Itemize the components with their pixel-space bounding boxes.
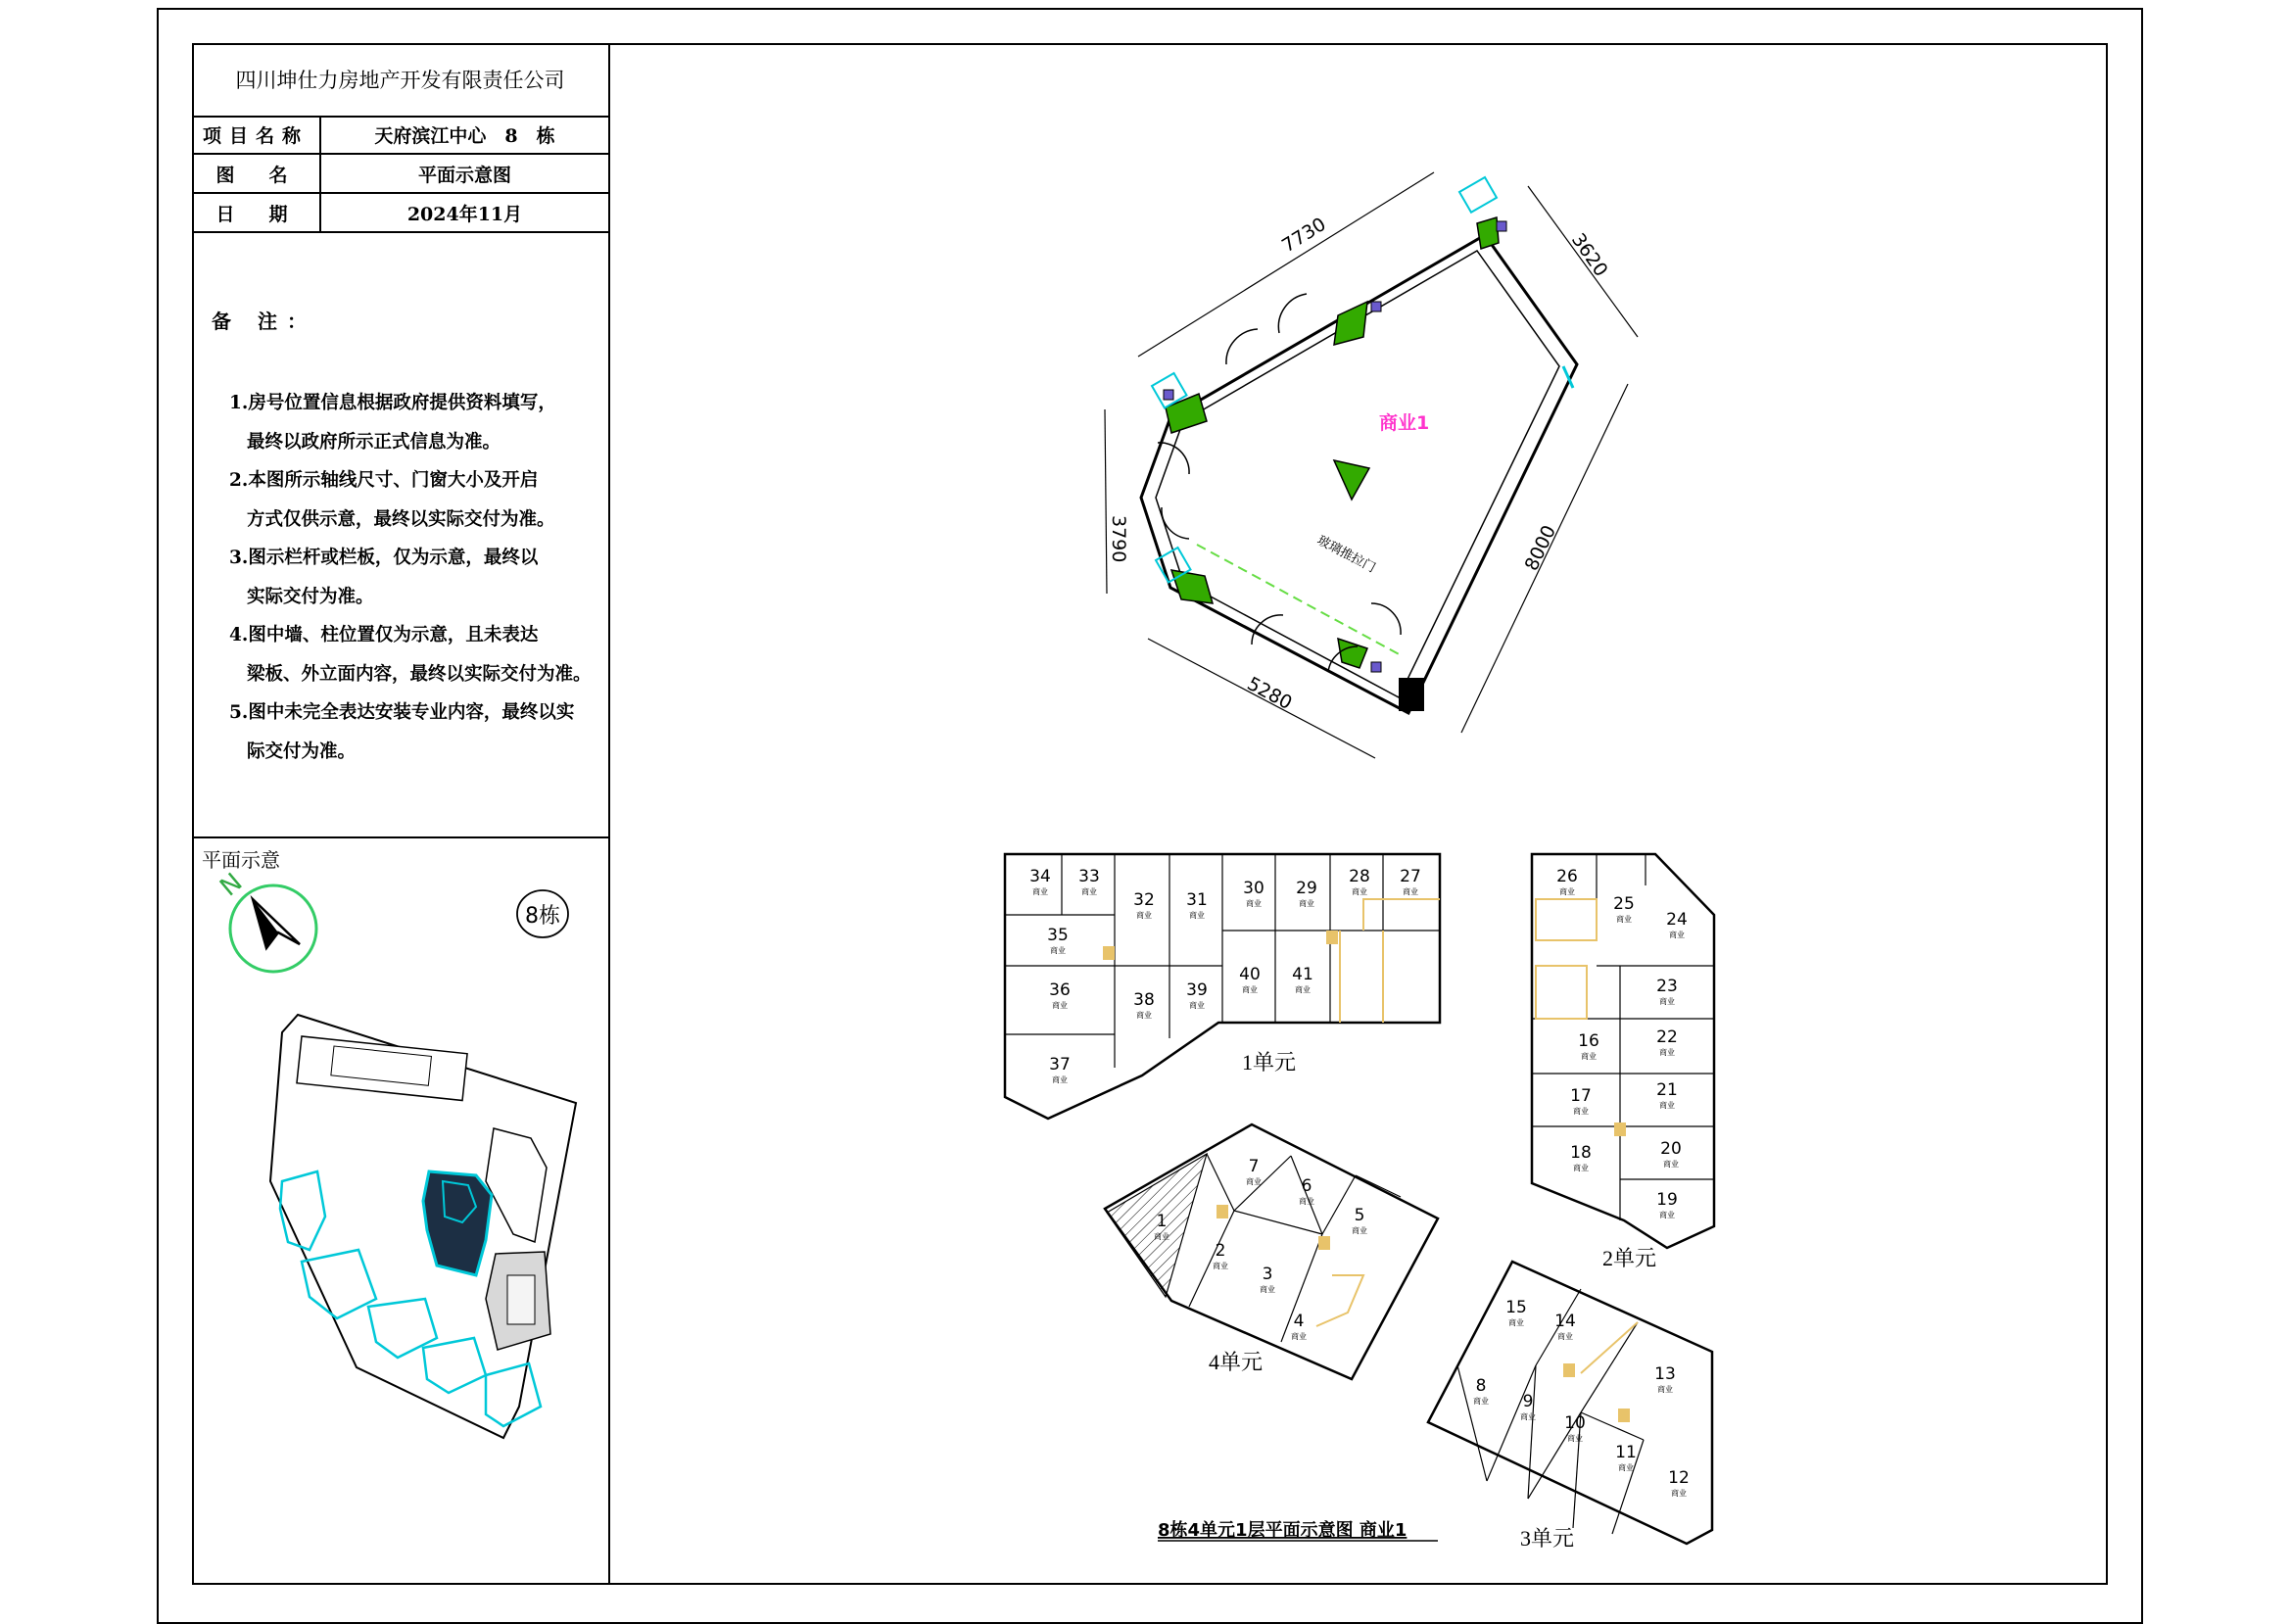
shop-tag: 商业 <box>1299 1197 1314 1206</box>
shop-tag: 商业 <box>1618 1463 1634 1472</box>
shop-tag: 商业 <box>1136 1011 1152 1020</box>
column-markers <box>1166 217 1499 668</box>
shop-number: 27 <box>1400 867 1421 886</box>
shop-tag: 商业 <box>1291 1332 1307 1341</box>
shop-number: 38 <box>1133 990 1155 1010</box>
room-label: 商业1 <box>1379 412 1430 434</box>
note-line: 1.房号位置信息根据政府提供资料填写， <box>229 393 556 413</box>
shop-number: 39 <box>1186 980 1208 1000</box>
shop-number: 19 <box>1656 1190 1678 1210</box>
note-line: 梁板、外立面内容，最终以实际交付为准。 <box>247 663 592 685</box>
shop-tag: 商业 <box>1295 985 1311 994</box>
shop-tag: 商业 <box>1671 1489 1687 1498</box>
shop-number: 18 <box>1570 1143 1592 1163</box>
shop-tag: 商业 <box>1032 887 1048 896</box>
dim-bottom: 5280 <box>1243 672 1296 715</box>
shop-tag: 商业 <box>1213 1262 1228 1270</box>
shop-tag: 商业 <box>1669 931 1685 939</box>
shop-number: 13 <box>1654 1364 1676 1384</box>
note-line: 3.图示栏杆或栏板，仅为示意，最终以 <box>229 548 539 568</box>
note-line: 实际交付为准。 <box>247 586 374 607</box>
shop-number: 22 <box>1656 1027 1678 1047</box>
shop-tag: 商业 <box>1657 1385 1673 1394</box>
shop-number: 32 <box>1133 890 1155 910</box>
shop-number: 36 <box>1049 980 1071 1000</box>
note-line: 2.本图所示轴线尺寸、门窗大小及开启 <box>229 470 539 491</box>
shop-tag: 商业 <box>1573 1164 1589 1172</box>
shop-tag: 商业 <box>1567 1434 1583 1443</box>
shop-number: 33 <box>1078 867 1100 886</box>
note-line: 最终以政府所示正式信息为准。 <box>247 431 501 453</box>
shop-tag: 商业 <box>1352 1226 1367 1235</box>
shop-number: 28 <box>1349 867 1370 886</box>
shop-number: 40 <box>1239 965 1261 984</box>
shop-number: 12 <box>1668 1468 1690 1488</box>
shop-number: 30 <box>1243 879 1264 898</box>
shop-number: 5 <box>1354 1206 1365 1225</box>
info-value: 平面示意图 <box>320 154 608 193</box>
unit-name-3: 3单元 <box>1520 1526 1575 1551</box>
shop-number: 9 <box>1522 1392 1534 1411</box>
shop-tag: 商业 <box>1154 1232 1169 1241</box>
info-key: 日 期 <box>192 193 320 232</box>
corner-glass <box>1152 177 1497 583</box>
shop-number: 37 <box>1049 1055 1071 1075</box>
shop-number: 24 <box>1666 910 1688 930</box>
notes-title: 备 注： <box>212 310 316 333</box>
note-line: 方式仅供示意，最终以实际交付为准。 <box>247 508 555 530</box>
shop-tag: 商业 <box>1246 899 1262 908</box>
shop-tag: 商业 <box>1581 1052 1597 1061</box>
shop-number: 17 <box>1570 1086 1592 1106</box>
shop-number: 2 <box>1215 1241 1226 1261</box>
shop-tag: 商业 <box>1260 1285 1275 1294</box>
shop-number: 16 <box>1578 1031 1599 1051</box>
shop-number: 35 <box>1047 926 1069 945</box>
key-unit-4 <box>1105 1124 1438 1379</box>
shop-number: 15 <box>1505 1298 1527 1317</box>
key-plan <box>1005 854 1714 1544</box>
shop-tag: 商业 <box>1050 946 1066 955</box>
north-label: N <box>215 867 249 903</box>
shop-number: 7 <box>1248 1157 1260 1176</box>
info-value: 天府滨江中心 8 栋 <box>320 116 608 154</box>
info-value: 2024年11月 <box>320 193 608 232</box>
note-line: 4.图中墙、柱位置仅为示意，且未表达 <box>229 625 539 645</box>
corner-column <box>1399 678 1424 711</box>
shop-number: 41 <box>1292 965 1313 984</box>
shop-tag: 商业 <box>1573 1107 1589 1116</box>
shop-tag: 商业 <box>1659 1048 1675 1057</box>
shop-tag: 商业 <box>1663 1160 1679 1169</box>
shop-tag: 商业 <box>1508 1318 1524 1327</box>
shop-number: 20 <box>1660 1139 1682 1159</box>
shop-tag: 商业 <box>1403 887 1418 896</box>
shop-tag: 商业 <box>1052 1075 1068 1084</box>
shop-tag: 商业 <box>1052 1001 1068 1010</box>
shop-number: 11 <box>1615 1443 1637 1462</box>
shop-number: 25 <box>1613 894 1635 914</box>
shop-tag: 商业 <box>1299 899 1314 908</box>
shop-tag: 商业 <box>1659 1101 1675 1110</box>
shop-tag: 商业 <box>1559 887 1575 896</box>
equipment-markers <box>1164 221 1506 672</box>
shop-number: 10 <box>1564 1413 1586 1433</box>
door-swings <box>1158 294 1401 672</box>
note-line: 5.图中未完全表达安装专业内容，最终以实 <box>229 702 575 723</box>
shop-tag: 商业 <box>1659 1211 1675 1219</box>
shop-number: 14 <box>1554 1312 1576 1331</box>
company-name: 四川坤仕力房地产开发有限责任公司 <box>192 43 608 118</box>
door-label: 玻璃推拉门 <box>1314 533 1378 577</box>
shop-number: 29 <box>1296 879 1317 898</box>
dim-top: 7730 <box>1277 213 1330 258</box>
key-plan-labels <box>1029 867 1690 1498</box>
info-key: 项目名称 <box>192 116 320 154</box>
shop-number: 26 <box>1556 867 1578 886</box>
shop-tag: 商业 <box>1246 1177 1262 1186</box>
dim-left: 3790 <box>1108 515 1129 563</box>
key-unit-3 <box>1428 1262 1712 1544</box>
note-line: 际交付为准。 <box>247 740 357 762</box>
unit-plan <box>1105 172 1638 758</box>
shop-tag: 商业 <box>1616 915 1632 924</box>
shop-tag: 商业 <box>1352 887 1367 896</box>
shop-tag: 商业 <box>1659 997 1675 1006</box>
info-key: 图 名 <box>192 154 320 193</box>
shop-tag: 商业 <box>1473 1397 1489 1406</box>
shop-tag: 商业 <box>1136 911 1152 920</box>
shop-tag: 商业 <box>1520 1412 1536 1421</box>
shop-number: 8 <box>1475 1376 1487 1396</box>
shop-number: 21 <box>1656 1080 1678 1100</box>
unit-name-1: 1单元 <box>1242 1050 1297 1075</box>
shop-number: 6 <box>1301 1176 1312 1196</box>
shop-number: 4 <box>1293 1312 1305 1331</box>
shop-number: 31 <box>1186 890 1208 910</box>
unit-name-2: 2单元 <box>1602 1246 1657 1270</box>
key-plan-caption: 8栋4单元1层平面示意图 商业1 <box>1158 1520 1407 1541</box>
shop-tag: 商业 <box>1081 887 1097 896</box>
site-plan-title: 平面示意 <box>202 848 280 872</box>
shop-number: 3 <box>1262 1265 1273 1284</box>
dim-top-right: 3620 <box>1566 229 1612 281</box>
shop-tag: 商业 <box>1557 1332 1573 1341</box>
shop-number: 1 <box>1156 1212 1168 1231</box>
unit-name-4: 4单元 <box>1209 1350 1264 1374</box>
shop-number: 34 <box>1029 867 1051 886</box>
shop-tag: 商业 <box>1189 1001 1205 1010</box>
shop-number: 23 <box>1656 977 1678 996</box>
building-tag: 8栋 <box>525 904 560 929</box>
dim-right: 8000 <box>1520 521 1560 575</box>
shop-tag: 商业 <box>1242 985 1258 994</box>
shop-tag: 商业 <box>1189 911 1205 920</box>
